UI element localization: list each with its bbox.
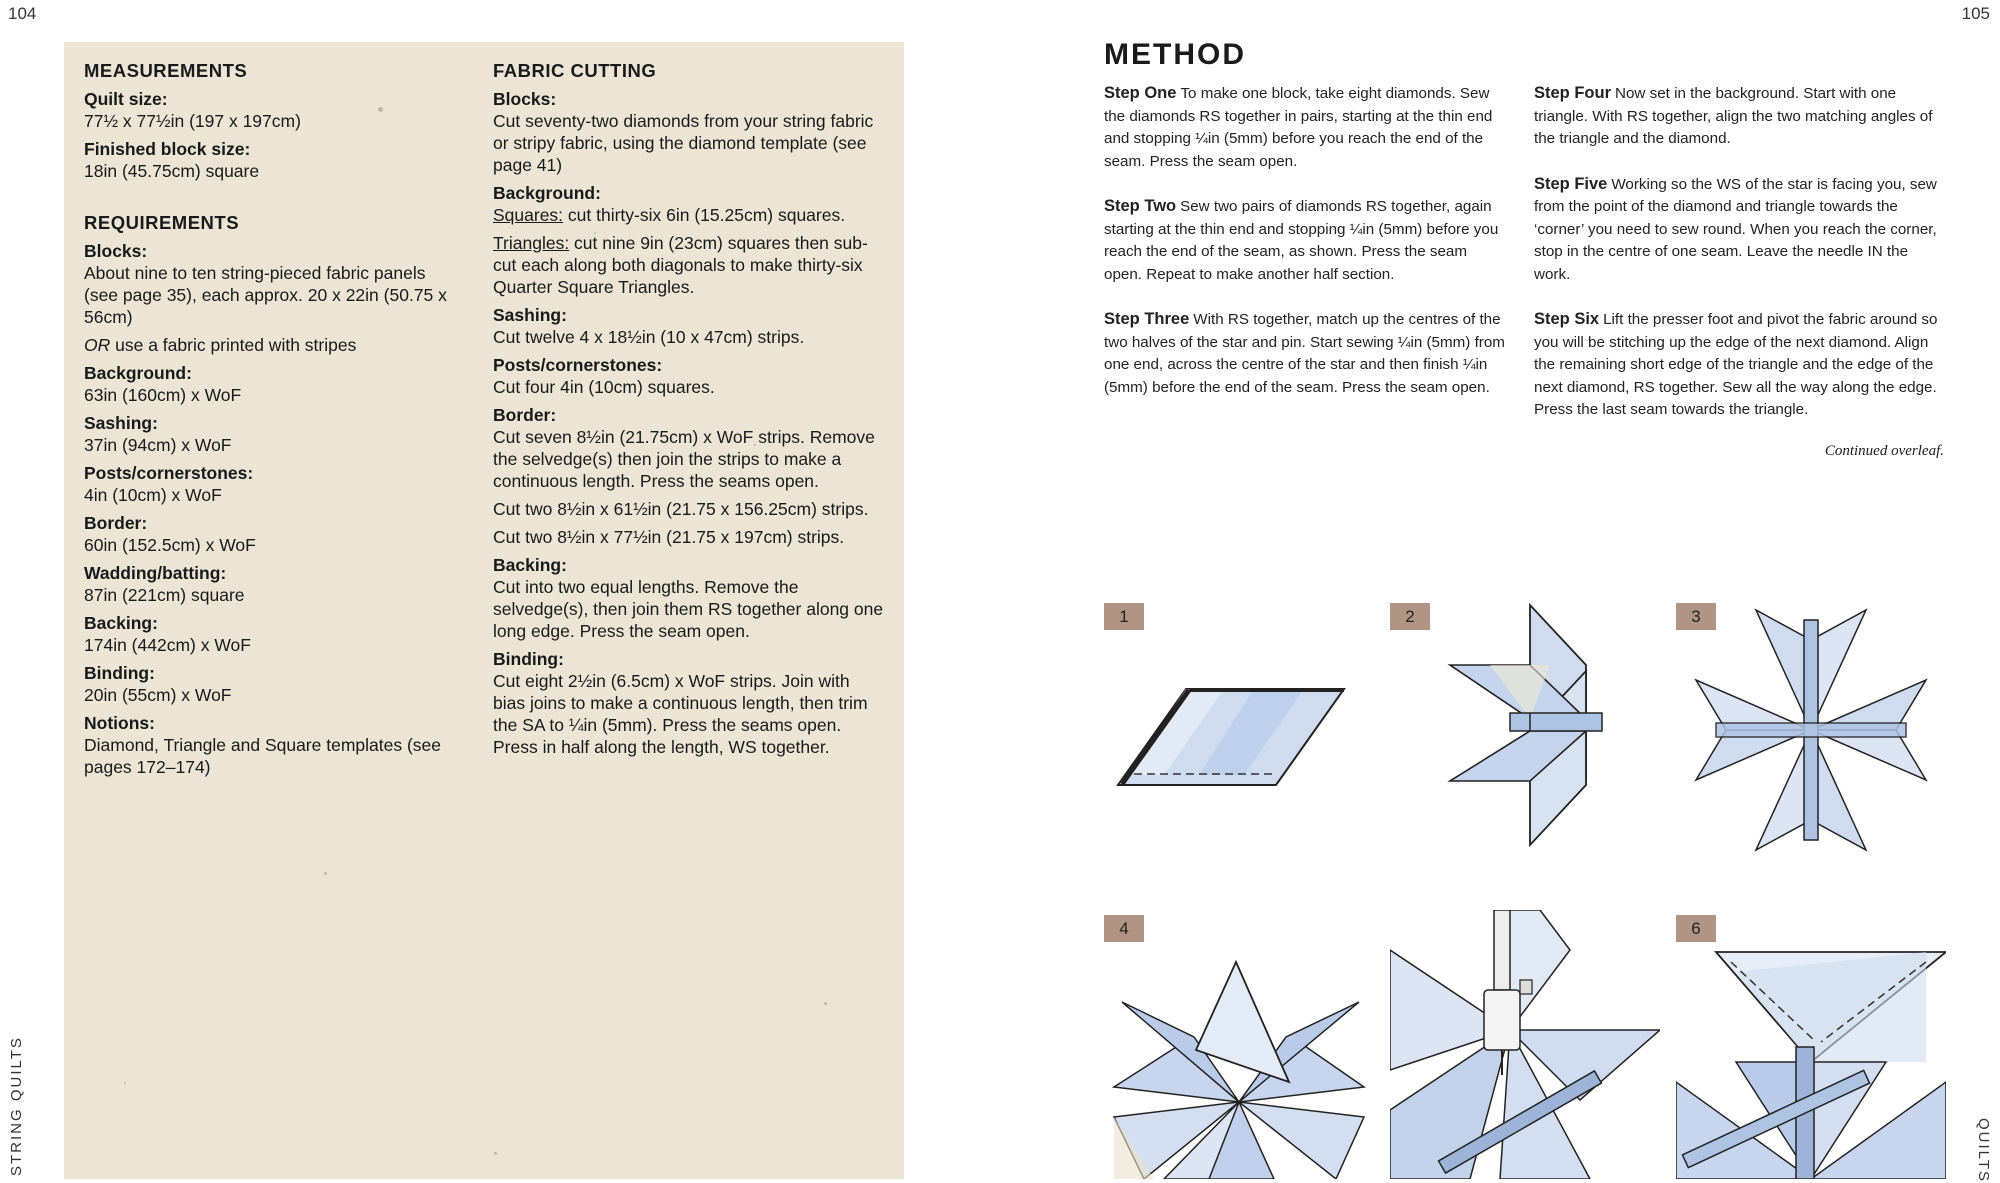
req-backing-value: 174in (442cm) x WoF: [84, 635, 251, 655]
page-number-right: 105: [1961, 4, 1990, 23]
step-one: Step One To make one block, take eight diamonds. Sew the diamonds RS together in pairs, starting at the thin end and stopping ¼in (5mm) before you reach the end of the seam. Press the seam open.: [1104, 84, 1493, 170]
finished-block-value: 18in (45.75cm) square: [84, 161, 260, 181]
req-blocks-label: Blocks:: [84, 241, 148, 261]
cut-blocks-label: Blocks:: [493, 89, 557, 109]
figure-1-badge: 1: [1104, 603, 1144, 630]
req-background-label: Background:: [84, 363, 192, 383]
req-binding-value: 20in (55cm) x WoF: [84, 685, 232, 705]
cut-blocks-value: Cut seventy-two diamonds from your string fabric or stripy fabric, using the diamond template (see page 41): [493, 111, 874, 175]
req-notions-label: Notions:: [84, 713, 155, 733]
cut-border-label: Border:: [493, 405, 557, 425]
cut-border-value-3: Cut two 8½in x 77½in (21.75 x 197cm) strips.: [493, 527, 845, 547]
cut-squares-value: Squares: cut thirty-six 6in (15.25cm) squares.: [493, 205, 846, 225]
figure-2-half-star-illustration: [1390, 585, 1660, 865]
quilt-size-label: Quilt size:: [84, 89, 168, 109]
figure-6-badge: 6: [1676, 915, 1716, 942]
req-blocks-value: About nine to ten string-pieced fabric panels (see page 35), each approx. 20 x 22in (50.75 x 56cm): [84, 263, 447, 327]
req-sashing-value: 37in (94cm) x WoF: [84, 435, 232, 455]
requirements-heading: REQUIREMENTS: [84, 212, 240, 233]
req-blocks-alternative: OR use a fabric printed with stripes: [84, 335, 357, 355]
req-wadding-value: 87in (221cm) square: [84, 585, 245, 605]
req-posts-value: 4in (10cm) x WoF: [84, 485, 222, 505]
figure-3-full-star-illustration: [1676, 600, 1946, 860]
cut-posts-label: Posts/cornerstones:: [493, 355, 663, 375]
cut-sashing-label: Sashing:: [493, 305, 567, 325]
figure-5-machine-sewing-illustration: [1390, 910, 1660, 1179]
requirements-column: [84, 60, 464, 784]
measurements-heading: MEASUREMENTS: [84, 60, 248, 81]
cut-border-value-2: Cut two 8½in x 61½in (21.75 x 156.25cm) strips.: [493, 499, 869, 519]
method-column-1: [1104, 82, 1509, 421]
cut-backing-label: Backing:: [493, 555, 567, 575]
cut-backing-value: Cut into two equal lengths. Remove the selvedge(s), then join them RS together along one long edge. Press the seam open.: [493, 577, 884, 641]
figure-6-pivot-seam-illustration: [1676, 942, 1946, 1179]
side-label-left: STRING QUILTS: [8, 1036, 25, 1176]
req-notions-value: Diamond, Triangle and Square templates (see pages 172–174): [84, 735, 442, 777]
method-column-2: [1534, 82, 1944, 444]
req-backing-label: Backing:: [84, 613, 158, 633]
fabric-cutting-heading: FABRIC CUTTING: [493, 60, 657, 81]
method-heading: METHOD: [1104, 38, 1246, 71]
fabric-cutting-column: [493, 60, 885, 764]
req-posts-label: Posts/cornerstones:: [84, 463, 254, 483]
step-two: Step Two Sew two pairs of diamonds RS together, again starting at the thin end and stopping ¼in (5mm) before you reach the end of the seam, as shown. Press the seam open. Repeat to make another half section.: [1104, 197, 1499, 283]
step-six: Step Six Lift the presser foot and pivot the fabric around so you will be stitching up the edge of the next diamond. Align the remaining short edge of the triangle and the edge of the next diamond, RS together. Sew all the way along the edge. Press the last seam towards the triangle.: [1534, 310, 1938, 418]
figure-1-diamond-illustration: [1104, 630, 1374, 910]
page-number-left: 104: [8, 4, 37, 23]
figure-2-badge: 2: [1390, 603, 1430, 630]
cut-sashing-value: Cut twelve 4 x 18½in (10 x 47cm) strips.: [493, 327, 805, 347]
req-binding-label: Binding:: [84, 663, 155, 683]
finished-block-label: Finished block size:: [84, 139, 251, 159]
req-sashing-label: Sashing:: [84, 413, 158, 433]
figure-4-set-in-triangle-illustration: [1104, 942, 1374, 1179]
continued-overleaf-note: Continued overleaf.: [1824, 443, 1944, 459]
req-border-label: Border:: [84, 513, 148, 533]
figure-4-badge: 4: [1104, 915, 1144, 942]
req-border-value: 60in (152.5cm) x WoF: [84, 535, 256, 555]
cut-posts-value: Cut four 4in (10cm) squares.: [493, 377, 715, 397]
step-three: Step Three With RS together, match up the centres of the two halves of the star and pin. Start sewing ¼in (5mm) from one end, across the centre of the star and then finish ¼in (5mm) before the end of the seam. Press the seam open.: [1104, 310, 1505, 396]
req-wadding-label: Wadding/batting:: [84, 563, 227, 583]
step-four: Step Four Now set in the background. Start with one triangle. With RS together, align the two matching angles of the triangle and the diamond.: [1534, 84, 1933, 147]
quilt-size-value: 77½ x 77½in (197 x 197cm): [84, 111, 301, 131]
cut-binding-label: Binding:: [493, 649, 564, 669]
req-background-value: 63in (160cm) x WoF: [84, 385, 242, 405]
side-label-right: QUILTS: [1975, 1118, 1992, 1183]
figure-3-badge: 3: [1676, 603, 1716, 630]
cut-binding-value: Cut eight 2½in (6.5cm) x WoF strips. Join with bias joins to make a continuous length, then trim the SA to ¼in (5mm). Press the seams open. Press in half along the length, WS together.: [493, 671, 868, 757]
cut-triangles-value: Triangles: cut nine 9in (23cm) squares then sub-cut each along both diagonals to make thirty-six Quarter Square Triangles.: [493, 233, 868, 297]
step-five: Step Five Working so the WS of the star is facing you, sew from the point of the diamond and triangle towards the ‘corner’ you need to sew round. When you reach the corner, stop in the centre of one seam. Leave the needle IN the work.: [1534, 174, 1937, 283]
cut-background-label: Background:: [493, 183, 601, 203]
cut-border-value-1: Cut seven 8½in (21.75cm) x WoF strips. Remove the selvedge(s) then join the strips to make a continuous length. Press the seams open.: [493, 427, 875, 491]
